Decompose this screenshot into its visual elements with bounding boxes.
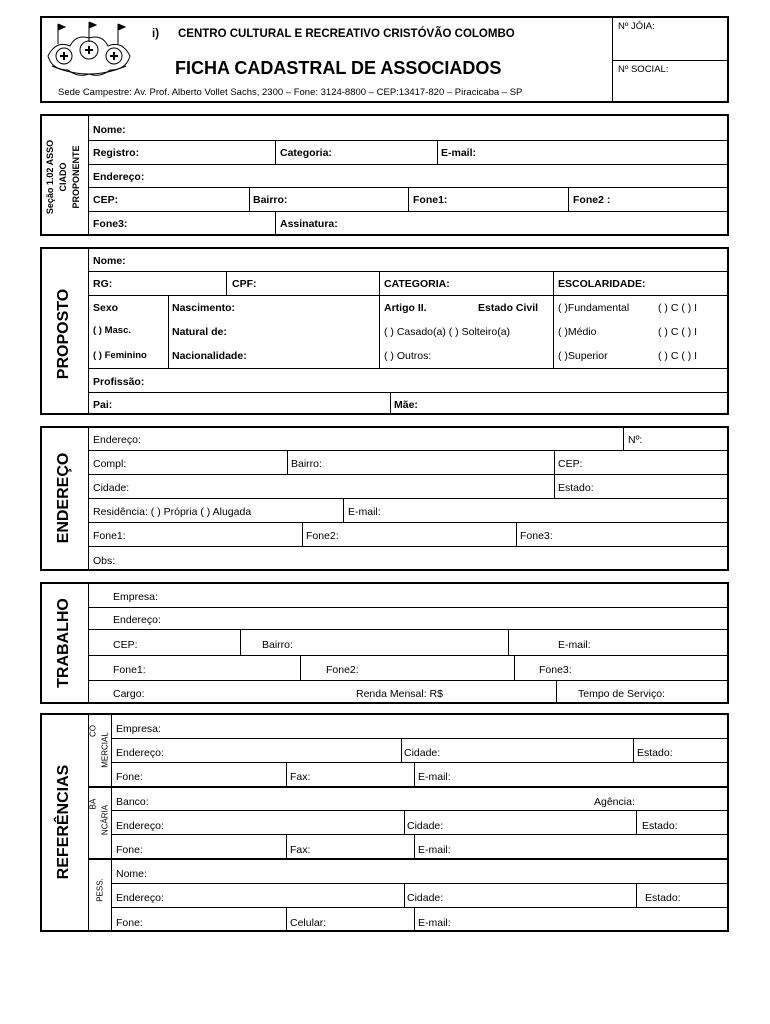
row-line <box>88 474 729 475</box>
endereco-residencia-checkbox[interactable]: Residência: ( ) Própria ( ) Alugada <box>93 506 252 518</box>
col-line <box>414 834 415 858</box>
row-line <box>111 762 729 763</box>
endereco-fone3-field[interactable]: Fone3: <box>520 530 553 542</box>
ref-bancaria-fone-field[interactable]: Fone: <box>116 844 143 856</box>
proposto-categoria-field[interactable]: CATEGORIA: <box>384 278 450 290</box>
endereco-obs-field[interactable]: Obs: <box>93 555 116 567</box>
proponente-side-label-1: Seção 1.02 ASSO <box>45 139 55 215</box>
ref-bancaria-banco-field[interactable]: Banco: <box>116 796 149 808</box>
proposto-nascimento-field[interactable]: Nascimento: <box>172 302 236 314</box>
endereco-email-field[interactable]: E-mail: <box>348 506 381 518</box>
header-right-divider <box>612 60 729 61</box>
proponente-side-label-2: CIADO <box>58 162 68 192</box>
proposto-profissao-field[interactable]: Profissão: <box>93 376 145 388</box>
trabalho-fone2-field[interactable]: Fone2: <box>326 664 359 676</box>
row-line <box>88 211 729 212</box>
proposto-feminino-checkbox[interactable]: ( ) Feminino <box>93 350 147 361</box>
ref-bancaria-fax-field[interactable]: Fax: <box>290 844 311 856</box>
proposto-mae-field[interactable]: Mãe: <box>394 399 418 411</box>
trabalho-empresa-field[interactable]: Empresa: <box>113 591 158 603</box>
proponente-registro-field[interactable]: Registro: <box>93 147 140 159</box>
ref-bancaria-estado-field[interactable]: Estado: <box>642 820 678 832</box>
club-address: Sede Campestre: Av. Prof. Alberto Vollet Sachs, 2300 – Fone: 3124-8800 – CEP:13417-820 – Piracicaba – SP <box>58 87 523 98</box>
endereco-cidade-field[interactable]: Cidade: <box>93 482 130 494</box>
referencias-side-label: REFERÊNCIAS <box>55 764 72 880</box>
proposto-escolaridade-label: ESCOLARIDADE: <box>558 278 646 290</box>
proposto-superior-checkbox[interactable]: ( )Superior <box>558 350 608 362</box>
proponente-endereco-field[interactable]: Endereço: <box>93 171 145 183</box>
trabalho-renda-field[interactable]: Renda Mensal: R$ <box>356 688 443 700</box>
page-title: FICHA CADASTRAL DE ASSOCIADOS <box>175 58 502 78</box>
proponente-nome-field[interactable]: Nome: <box>93 124 126 136</box>
proposto-pai-field[interactable]: Pai: <box>93 399 113 411</box>
row-line <box>111 907 729 908</box>
row-line <box>88 450 729 451</box>
col-line <box>379 271 380 368</box>
col-line <box>286 762 287 786</box>
proponente-side-label-3: PROPONENTE <box>71 145 81 209</box>
row-line <box>88 498 729 499</box>
ref-pessoal-email-field[interactable]: E-mail: <box>418 917 451 929</box>
col-line <box>623 426 624 450</box>
proponente-fone2-field[interactable]: Fone2 : <box>573 194 611 206</box>
row-line <box>88 629 729 630</box>
ref-comercial-label-2: MERCIAL <box>100 732 110 768</box>
proponente-cep-field[interactable]: CEP: <box>93 194 119 206</box>
col-line <box>568 187 569 211</box>
col-line <box>168 295 169 368</box>
subside-divider <box>111 713 112 932</box>
side-divider <box>88 247 89 415</box>
proposto-medio-status[interactable]: ( ) C ( ) I <box>658 326 698 338</box>
row-line <box>88 295 729 296</box>
trabalho-endereco-field[interactable]: Endereço: <box>113 614 161 626</box>
proposto-cpf-field[interactable]: CPF: <box>232 278 257 290</box>
club-name: CENTRO CULTURAL E RECREATIVO CRISTÓVÃO COLOMBO <box>178 28 515 40</box>
side-divider <box>88 582 89 704</box>
row-line <box>111 738 729 739</box>
col-line <box>249 187 250 211</box>
ref-comercial-endereco-field[interactable]: Endereço: <box>116 747 164 759</box>
ref-comercial-fone-field[interactable]: Fone: <box>116 771 143 783</box>
proposto-masc-checkbox[interactable]: ( ) Masc. <box>93 325 132 336</box>
col-line <box>286 907 287 932</box>
proponente-assinatura-field[interactable]: Assinatura: <box>280 218 338 230</box>
col-line <box>553 271 554 368</box>
proposto-medio-checkbox[interactable]: ( )Médio <box>558 326 597 338</box>
proposto-fundamental-checkbox[interactable]: ( )Fundamental <box>558 302 630 314</box>
trabalho-cep-field[interactable]: CEP: <box>113 639 138 651</box>
endereco-cep-field[interactable]: CEP: <box>558 458 583 470</box>
ref-pessoal-celular-field[interactable]: Celular: <box>290 917 327 929</box>
ref-pessoal-fone-field[interactable]: Fone: <box>116 917 143 929</box>
col-line <box>226 271 227 295</box>
ref-pessoal-nome-field[interactable]: Nome: <box>116 868 147 880</box>
row-line <box>88 680 729 681</box>
ref-comercial-email-field[interactable]: E-mail: <box>418 771 451 783</box>
endereco-endereco-field[interactable]: Endereço: <box>93 434 141 446</box>
col-line <box>401 738 402 762</box>
row-line <box>88 392 729 393</box>
col-line <box>414 907 415 932</box>
side-divider <box>88 713 89 932</box>
col-line <box>404 810 405 834</box>
trabalho-cargo-field[interactable]: Cargo: <box>113 688 145 700</box>
ref-bancaria-endereco-field[interactable]: Endereço: <box>116 820 164 832</box>
trabalho-tempo-field[interactable]: Tempo de Serviço: <box>578 688 665 700</box>
ref-bancaria-email-field[interactable]: E-mail: <box>418 844 451 856</box>
proponente-fone3-field[interactable]: Fone3: <box>93 218 128 230</box>
col-line <box>343 498 344 522</box>
ref-bancaria-label-2: NCÁRIA <box>100 804 110 836</box>
row-line <box>88 522 729 523</box>
col-line <box>636 810 637 834</box>
ref-comercial-cidade-field[interactable]: Cidade: <box>404 747 441 759</box>
row-line <box>88 271 729 272</box>
ref-comercial-estado-field[interactable]: Estado: <box>637 747 673 759</box>
col-line <box>275 140 276 164</box>
joia-label: Nº JÓIA: <box>618 21 655 32</box>
col-line <box>516 522 517 546</box>
proposto-outros-checkbox[interactable]: ( ) Outros: <box>384 350 432 362</box>
proponente-email-field[interactable]: E-mail: <box>441 147 477 159</box>
col-line <box>636 883 637 907</box>
col-line <box>302 522 303 546</box>
col-line <box>437 140 438 164</box>
col-line <box>300 655 301 680</box>
endereco-bairro-field[interactable]: Bairro: <box>291 458 322 470</box>
club-logo-icon <box>44 20 134 80</box>
col-line <box>514 655 515 680</box>
ref-pessoal-endereco-field[interactable]: Endereço: <box>116 892 164 904</box>
endereco-numero-field[interactable]: Nº: <box>628 434 643 446</box>
ref-pessoal-label: PESS. <box>95 878 105 902</box>
ref-bancaria-label-1: BA <box>88 798 98 810</box>
ref-comercial-empresa-field[interactable]: Empresa: <box>116 723 161 735</box>
ref-comercial-label-1: CO <box>88 725 98 737</box>
group-line <box>88 786 729 788</box>
col-line <box>404 883 405 907</box>
ref-comercial-fax-field[interactable]: Fax: <box>290 771 311 783</box>
col-line <box>287 450 288 474</box>
proposto-side-label: PROPOSTO <box>55 288 72 380</box>
ref-bancaria-cidade-field[interactable]: Cidade: <box>407 820 444 832</box>
col-line <box>390 392 391 415</box>
proposto-nome-field[interactable]: Nome: <box>93 255 126 267</box>
proponente-fone1-field[interactable]: Fone1: <box>413 194 448 206</box>
col-line <box>556 680 557 704</box>
row-line <box>88 607 729 608</box>
trabalho-email-field[interactable]: E-mail: <box>558 639 591 651</box>
proposto-casado-checkbox[interactable]: ( ) Casado(a) ( ) Solteiro(a) <box>384 326 511 338</box>
col-line <box>633 738 634 762</box>
col-line <box>275 211 276 235</box>
header-roman: i) <box>152 28 160 40</box>
trabalho-bairro-field[interactable]: Bairro: <box>262 639 293 651</box>
row-line <box>88 546 729 547</box>
proposto-estado-civil-label: Estado Civil <box>478 302 539 314</box>
ref-pessoal-cidade-field[interactable]: Cidade: <box>407 892 444 904</box>
endereco-compl-field[interactable]: Compl: <box>93 458 127 470</box>
proposto-superior-status[interactable]: ( ) C ( ) I <box>658 350 698 362</box>
proposto-nacionalidade-field[interactable]: Nacionalidade: <box>172 350 247 362</box>
side-divider <box>88 114 89 236</box>
trabalho-fone3-field[interactable]: Fone3: <box>539 664 572 676</box>
col-line <box>286 834 287 858</box>
endereco-side-label: ENDEREÇO <box>55 452 72 544</box>
proponente-bairro-field[interactable]: Bairro: <box>253 194 288 206</box>
col-line <box>554 450 555 498</box>
ref-bancaria-agencia-field[interactable]: Agência: <box>594 796 635 808</box>
endereco-fone2-field[interactable]: Fone2: <box>306 530 339 542</box>
proposto-sexo-label: Sexo <box>93 302 119 314</box>
endereco-fone1-field[interactable]: Fone1: <box>93 530 126 542</box>
col-line <box>508 629 509 655</box>
trabalho-side-label: TRABALHO <box>55 598 72 688</box>
group-line <box>88 858 729 860</box>
trabalho-fone1-field[interactable]: Fone1: <box>113 664 146 676</box>
proposto-rg-field[interactable]: RG: <box>93 278 113 290</box>
proponente-categoria-field[interactable]: Categoria: <box>280 147 332 159</box>
col-line <box>414 762 415 786</box>
proposto-natural-field[interactable]: Natural de: <box>172 326 227 338</box>
proposto-fundamental-status[interactable]: ( ) C ( ) I <box>658 302 698 314</box>
row-line <box>88 164 729 165</box>
row-line <box>88 368 729 369</box>
social-label: Nº SOCIAL: <box>618 64 669 75</box>
ref-pessoal-estado-field[interactable]: Estado: <box>645 892 681 904</box>
row-line <box>88 655 729 656</box>
row-line <box>88 140 729 141</box>
col-line <box>408 187 409 211</box>
col-line <box>240 629 241 655</box>
row-line <box>111 834 729 835</box>
proposto-artigo-label: Artigo II. <box>384 302 427 314</box>
endereco-estado-field[interactable]: Estado: <box>558 482 594 494</box>
